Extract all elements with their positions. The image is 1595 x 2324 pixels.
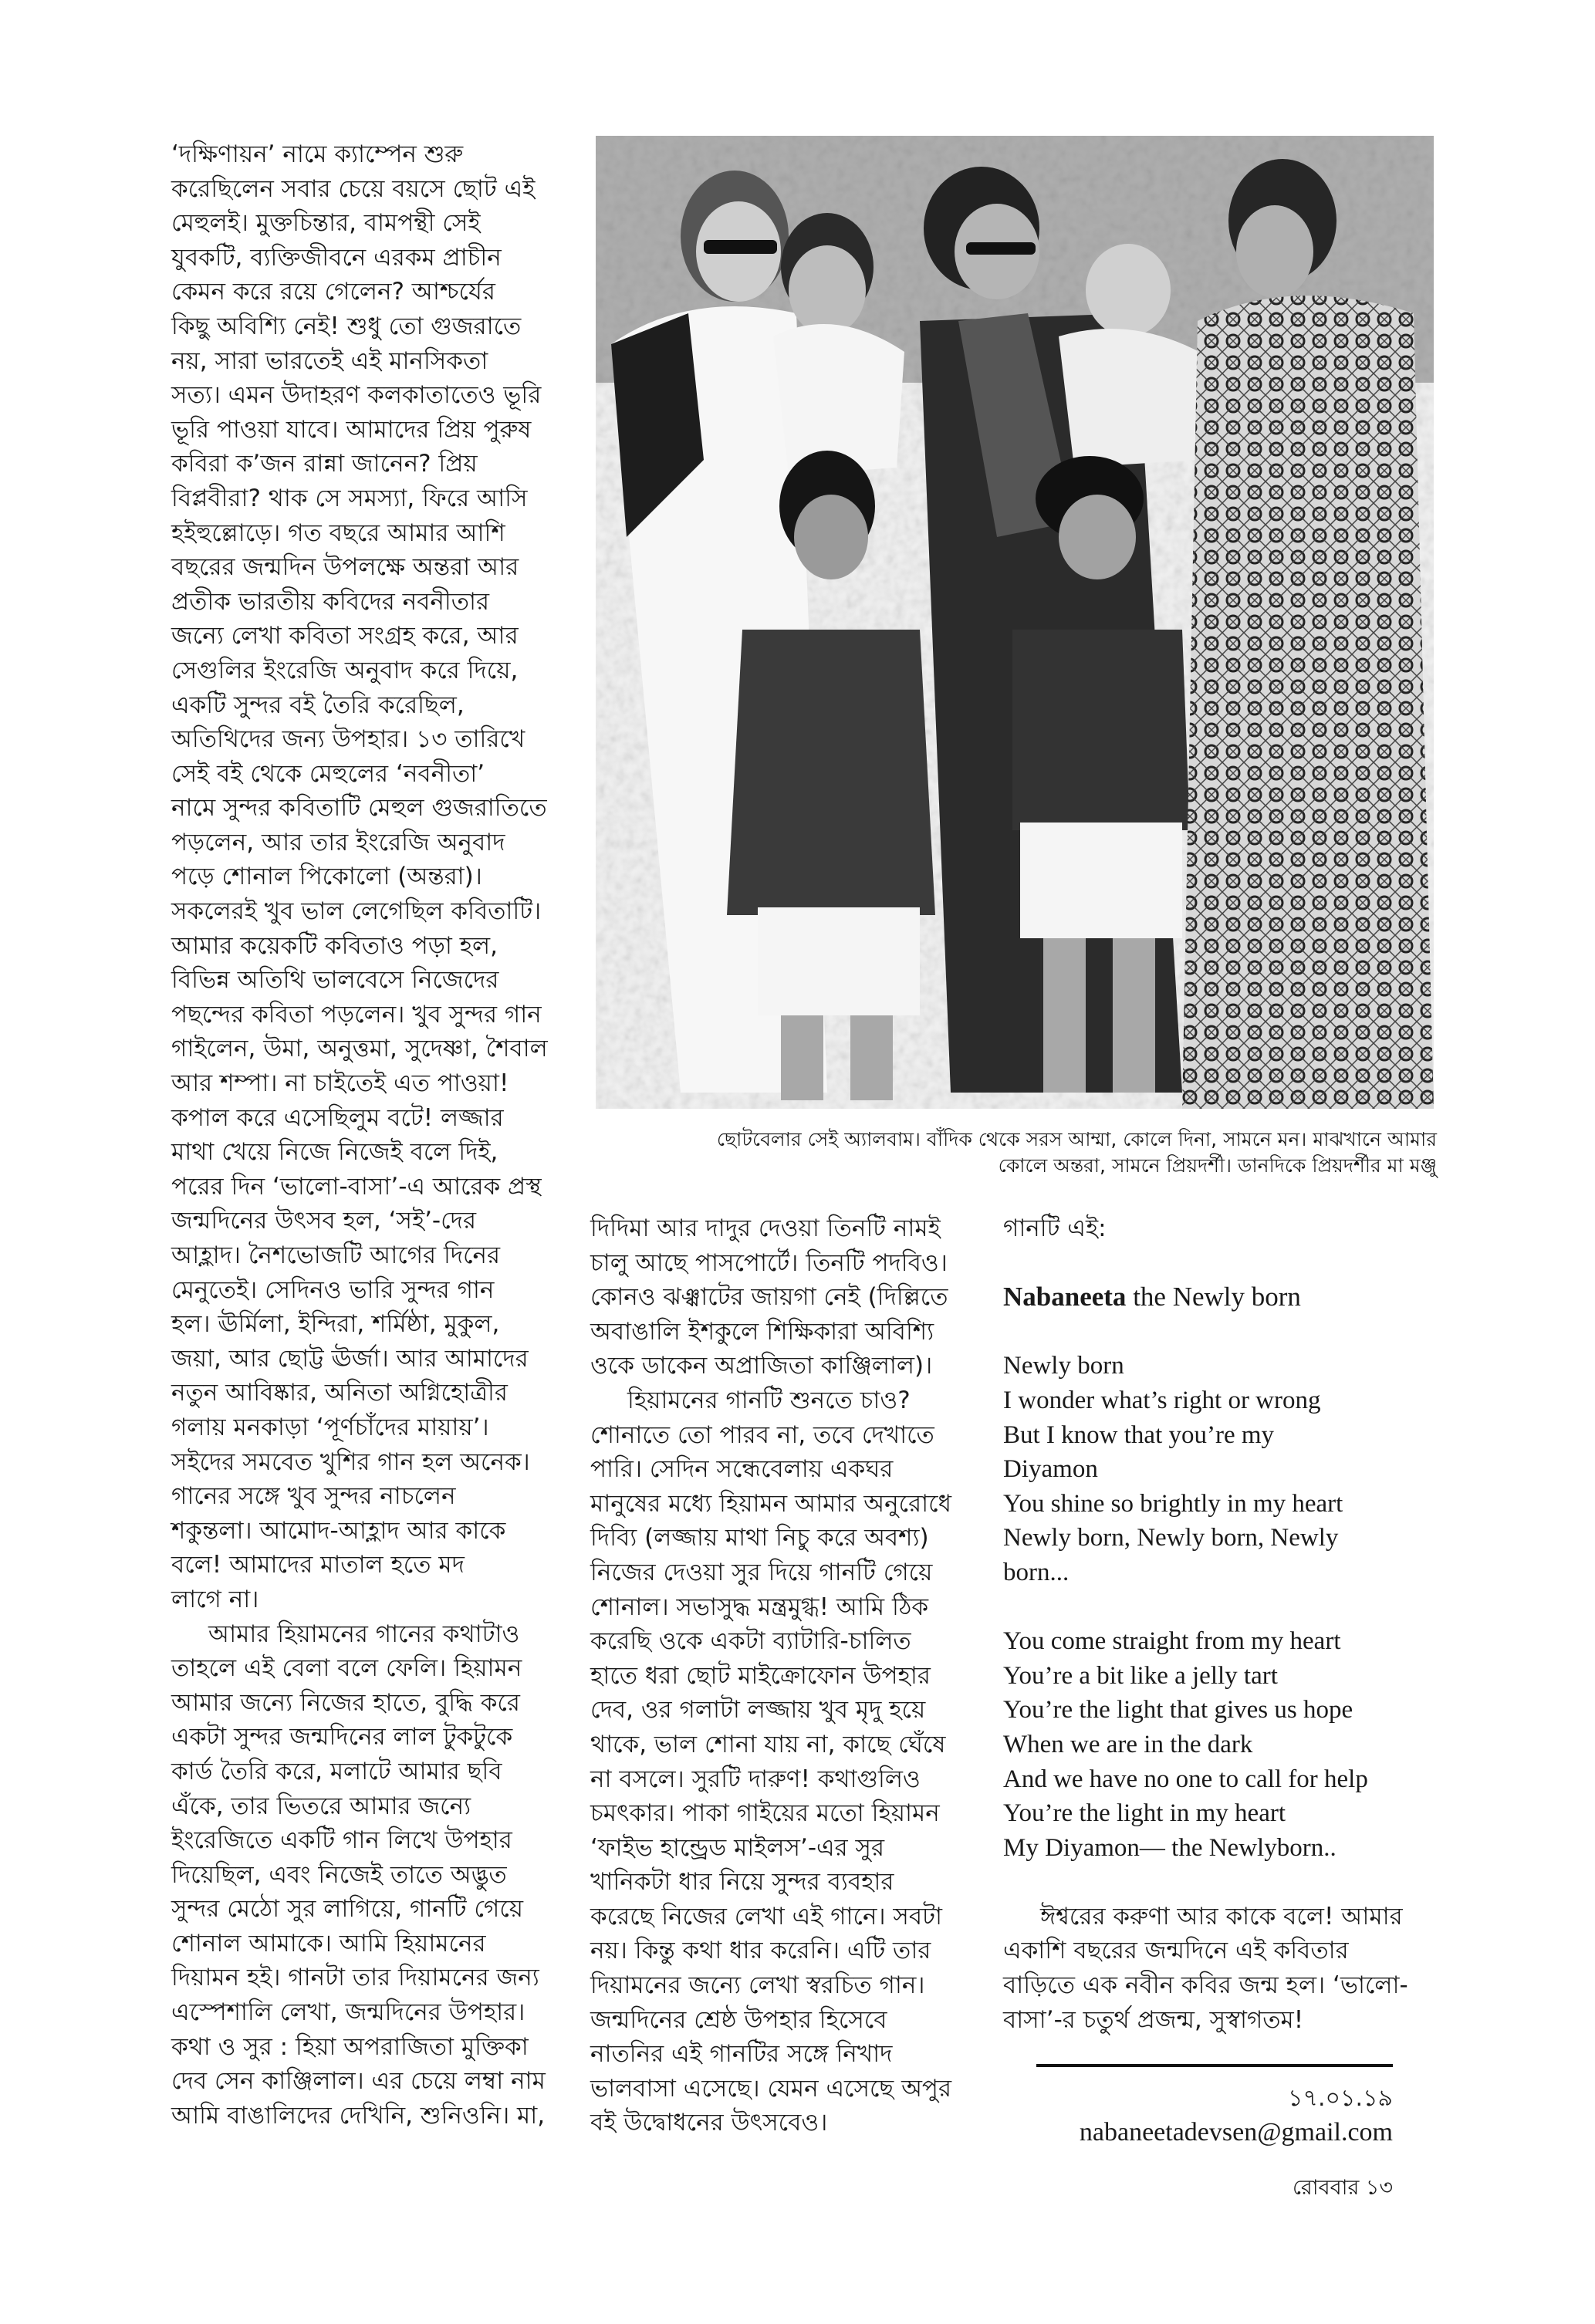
text-line: আমার কয়েকটি কবিতাও পড়া হল, [171, 931, 498, 960]
text-line: গাইলেন, উমা, অনুত্তমা, সুদেষ্ণা, শৈবাল [171, 1035, 548, 1063]
text-line: মাথা খেয়ে নিজে নিজেই বলে দিই, [171, 1138, 498, 1167]
poem-line: You come straight from my heart [1003, 1627, 1341, 1656]
poem-line: Newly born, Newly born, Newly [1003, 1524, 1339, 1552]
poem-line: You shine so brightly in my heart [1003, 1489, 1343, 1518]
text-line: এঁকে, তার ভিতরে আমার জন্যে [171, 1792, 471, 1820]
text-line: হইহুল্লোড়ে। গত বছরে আমার আশি [171, 519, 505, 547]
text-line: গলায় মনকাড়া ‘পূর্ণচাঁদের মায়ায়’। [171, 1413, 489, 1441]
poem-line: Newly born [1003, 1352, 1124, 1380]
text-line: কোনও ঝঞ্ঝাটের জায়গা নেই (দিল্লিতে [590, 1283, 948, 1312]
text-line: জয়া, আর ছোট্ট ঊর্জা। আর আমাদের [171, 1344, 529, 1373]
photo-caption [588, 1127, 1437, 1179]
poem-stanza-2 [1003, 1624, 1435, 1865]
text-line: অতিথিদের জন্য উপহার। ১৩ তারিখে [171, 725, 525, 754]
text-line: তাহলে এই বেলা বলে ফেলি। হিয়ামন [171, 1654, 522, 1683]
text-line: বিভিন্ন অতিথি ভালবেসে নিজেদের [171, 966, 499, 995]
poem-line: And we have no one to call for help [1003, 1765, 1368, 1793]
text-line: আমি বাঙালিদের দেখিনি, শুনিওনি। মা, [171, 2101, 546, 2130]
poem-title-rest: the Newly born [1126, 1282, 1301, 1312]
text-line: অবাঙালি ইশকুলে শিক্ষিকারা অবিশ্যি [590, 1317, 934, 1346]
text-line: যুবকটি, ব্যক্তিজীবনে এরকম প্রাচীন [171, 243, 502, 272]
text-line: সেগুলির ইংরেজি অনুবাদ করে দিয়ে, [171, 656, 519, 684]
text-line: চালু আছে পাসপোর্টে। তিনটি পদবিও। [590, 1248, 948, 1277]
text-line: মানুষের মধ্যে হিয়ামন আমার অনুরোধে [590, 1489, 951, 1518]
caption-line: ছোটবেলার সেই অ্যালবাম। বাঁদিক থেকে সরস আম্মা, কোলে দিনা, সামনে মন। মাঝখানে আমার [716, 1128, 1437, 1150]
text-line: শোনাল আমাকে। আমি হিয়ামনের [171, 1929, 486, 1957]
text-line: শোনাতে তো পারব না, তবে দেখাতে [590, 1420, 934, 1449]
text-line: হল। ঊর্মিলা, ইন্দিরা, শর্মিষ্ঠা, মুকুল, [171, 1310, 500, 1339]
text-line: চমৎকার। পাকা গাইয়ের মতো হিয়ামন [590, 1799, 940, 1828]
text-line: একটা সুন্দর জন্মদিনের লাল টুকটুকে [171, 1723, 513, 1751]
text-line: সকলেরই খুব ভাল লেগেছিল কবিতাটি। [171, 897, 542, 926]
text-line: বছরের জন্মদিন উপলক্ষে অন্তরা আর [171, 553, 519, 582]
text-line: নাতনির এই গানটির সঙ্গে নিখাদ [590, 2040, 893, 2069]
text-line: বাসা’-র চতুর্থ প্রজন্ম, সুস্বাগতম! [1003, 2005, 1304, 2034]
photo-image [596, 136, 1434, 1109]
text-line: বলে! আমাদের মাতাল হতে মদ [171, 1551, 465, 1579]
poem-line: Diyamon [1003, 1455, 1098, 1484]
poem-title-name: Nabaneeta [1003, 1282, 1127, 1312]
text-line: কবিরা ক’জন রান্না জানেন? প্রিয় [171, 450, 478, 478]
text-line: পছন্দের কবিতা পড়লেন। খুব সুন্দর গান [171, 1000, 542, 1029]
text-line: ঈশ্বরের করুণা আর কাকে বলে! আমার [1040, 1902, 1403, 1930]
text-line: জন্মদিনের শ্রেষ্ঠ উপহার হিসেবে [590, 2005, 887, 2034]
text-line: জন্যে লেখা কবিতা সংগ্রহ করে, আর [171, 622, 519, 650]
text-line: সেই বই থেকে মেহুলের ‘নবনীতা’ [171, 759, 485, 788]
closing-paragraph [1003, 1900, 1435, 2037]
text-line: একাশি বছরের জন্মদিনে এই কবিতার [1003, 1937, 1349, 1965]
text-line: এস্পেশালি লেখা, জন্মদিনের উপহার। [171, 1998, 525, 2027]
text-line: শোনাল। সভাসুদ্ধ মন্ত্রমুগ্ধ! আমি ঠিক [590, 1593, 929, 1621]
text-line: করেছিলেন সবার চেয়ে বয়সে ছোট এই [171, 174, 536, 203]
poem-title [1003, 1280, 1435, 1315]
text-line: শকুন্তলা। আমোদ-আহ্লাদ আর কাকে [171, 1516, 506, 1545]
text-line: নয়। কিন্তু কথা ধার করেনি। এটি তার [590, 1937, 931, 1965]
text-line: হিয়ামনের গানটি শুনতে চাও? [627, 1386, 911, 1414]
text-line: না বসলে। সুরটি দারুণ! কথাগুলিও [590, 1765, 921, 1793]
text-line: ভূরি পাওয়া যাবে। আমাদের প্রিয় পুরুষ [171, 415, 532, 444]
text-line: পারি। সেদিন সন্ধেবেলায় একঘর [590, 1455, 894, 1484]
text-line: নয়, সারা ভারতেই এই মানসিকতা [171, 346, 488, 375]
text-line: সত্য। এমন উদাহরণ কলকাতাতেও ভূরি [171, 381, 542, 410]
text-line: মেহুলই। মুক্তচিন্তার, বামপন্থী সেই [171, 209, 481, 238]
family-photo [596, 136, 1434, 1109]
text-line: হাতে ধরা ছোট মাইক্রোফোন উপহার [590, 1661, 931, 1690]
poem-line: But I know that you’re my [1003, 1420, 1275, 1449]
author-email[interactable]: nabaneetadevsen@gmail.com [1079, 2118, 1393, 2147]
text-line: প্রতীক ভারতীয় কবিদের নবনীতার [171, 587, 490, 616]
poem-line: born... [1003, 1558, 1070, 1586]
page-folio: রোববার ১৩ [1292, 2176, 1393, 2200]
text-line: দিয়ামনের জন্যে লেখা স্বরচিত গান। [590, 1971, 925, 2000]
text-line: সুন্দর মেঠো সুর লাগিয়ে, গানটি গেয়ে [171, 1895, 524, 1924]
text-line: দিদিমা আর দাদুর দেওয়া তিনটি নামই [590, 1214, 941, 1242]
poem-line: I wonder what’s right or wrong [1003, 1386, 1321, 1414]
text-line: কার্ড তৈরি করে, মলাটে আমার ছবি [171, 1757, 502, 1785]
caption-line: কোলে অন্তরা, সামনে প্রিয়দর্শী। ডানদিকে প্রিয়দর্শীর মা মঞ্জু [998, 1154, 1437, 1177]
article-column-middle [590, 1211, 992, 2140]
divider-rule [1036, 2064, 1393, 2067]
text-line: একটি সুন্দর বই তৈরি করেছিল, [171, 691, 465, 719]
article-column-right [1003, 1211, 1435, 2037]
poem-line: You’re the light that gives us hope [1003, 1696, 1353, 1724]
poem-line: When we are in the dark [1003, 1730, 1253, 1758]
text-line: ইংরেজিতে একটি গান লিখে উপহার [171, 1826, 512, 1855]
text-line: পড়লেন, আর তার ইংরেজি অনুবাদ [171, 828, 505, 856]
text-line: দিয়ামন হই। গানটা তার দিয়ামনের জন্য [171, 1964, 539, 1992]
poem-line: You’re a bit like a jelly tart [1003, 1661, 1278, 1690]
text-line: ‘ফাইভ হান্ড্রেড মাইলস’-এর সুর [590, 1833, 885, 1862]
text-line: ভালবাসা এসেছে। যেমন এসেছে অপুর [590, 2074, 952, 2103]
text-line: ‘দক্ষিণায়ন’ নামে ক্যাম্পেন শুরু [171, 140, 464, 168]
text-line: কথা ও সুর : হিয়া অপরাজিতা মুক্তিকা [171, 2032, 529, 2061]
text-line: খানিকটা ধার নিয়ে সুন্দর ব্যবহার [590, 1868, 894, 1897]
text-line: পরের দিন ‘ভালো-বাসা’-এ আরেক প্রস্থ [171, 1172, 542, 1201]
text-line: দেব সেন কাঞ্জিলাল। এর চেয়ে লম্বা নাম [171, 2067, 546, 2096]
text-line: আমার হিয়ামনের গানের কথাটাও [208, 1620, 520, 1648]
text-line: বাড়িতে এক নবীন কবির জন্ম হল। ‘ভালো- [1003, 1971, 1408, 2000]
text-line: করেছে নিজের লেখা এই গানে। সবটা [590, 1902, 943, 1930]
text-line: আমার জন্যে নিজের হাতে, বুদ্ধি করে [171, 1688, 520, 1717]
text-line: কপাল করে এসেছিলুম বটে! লজ্জার [171, 1103, 504, 1132]
text-line: দেব, ওর গলাটা লজ্জায় খুব মৃদু হয়ে [590, 1696, 926, 1724]
text-line: দিয়েছিল, এবং নিজেই তাতে অদ্ভুত [171, 1860, 507, 1889]
poem-line: You’re the light in my heart [1003, 1799, 1286, 1828]
text-line: জন্মদিনের উৎসব হল, ‘সই’-দের [171, 1207, 477, 1235]
text-line: নতুন আবিষ্কার, অনিতা অগ্নিহোত্রীর [171, 1379, 508, 1407]
text-line: কেমন করে রয়ে গেলেন? আশ্চর্যের [171, 278, 495, 306]
text-line: আর শম্পা। না চাইতেই এত পাওয়া! [171, 1069, 509, 1098]
text-line: থাকে, ভাল শোনা যায় না, কাছে ঘেঁষে [590, 1730, 946, 1758]
text-line: পড়ে শোনাল পিকোলো (অন্তরা)। [171, 863, 482, 891]
poem-intro: গানটি এই: [1003, 1214, 1107, 1242]
text-line: কিছু অবিশ্যি নেই! শুধু তো গুজরাতে [171, 312, 522, 340]
poem-line: My Diyamon— the Newlyborn.. [1003, 1833, 1336, 1862]
text-line: সইদের সমবেত খুশির গান হল অনেক। [171, 1447, 530, 1476]
text-line: লাগে না। [171, 1585, 259, 1613]
article-column-left [171, 137, 573, 2133]
poem-stanza-1 [1003, 1349, 1435, 1589]
text-line: নামে সুন্দর কবিতাটি মেহুল গুজরাতিতে [171, 794, 547, 823]
text-line: আহ্লাদ। নৈশভোজটি আগের দিনের [171, 1241, 501, 1269]
text-line: ওকে ডাকেন অপ্রাজিতা কাঞ্জিলাল)। [590, 1352, 933, 1380]
article-date: ১৭.০১.১৯ [1288, 2085, 1393, 2112]
text-line: করেছি ওকে একটা ব্যাটারি-চালিত [590, 1627, 911, 1656]
text-line: নিজের দেওয়া সুর দিয়ে গানটি গেয়ে [590, 1558, 933, 1586]
text-line: বই উদ্বোধনের উৎসবেও। [590, 2109, 828, 2137]
text-line: বিপ্লবীরা? থাক সে সমস্যা, ফিরে আসি [171, 484, 528, 512]
text-line: গানের সঙ্গে খুব সুন্দর নাচলেন [171, 1482, 456, 1511]
text-line: মেনুতেই। সেদিনও ভারি সুন্দর গান [171, 1275, 495, 1304]
text-line: দিব্যি (লজ্জায় মাথা নিচু করে অবশ্য) [590, 1524, 929, 1552]
